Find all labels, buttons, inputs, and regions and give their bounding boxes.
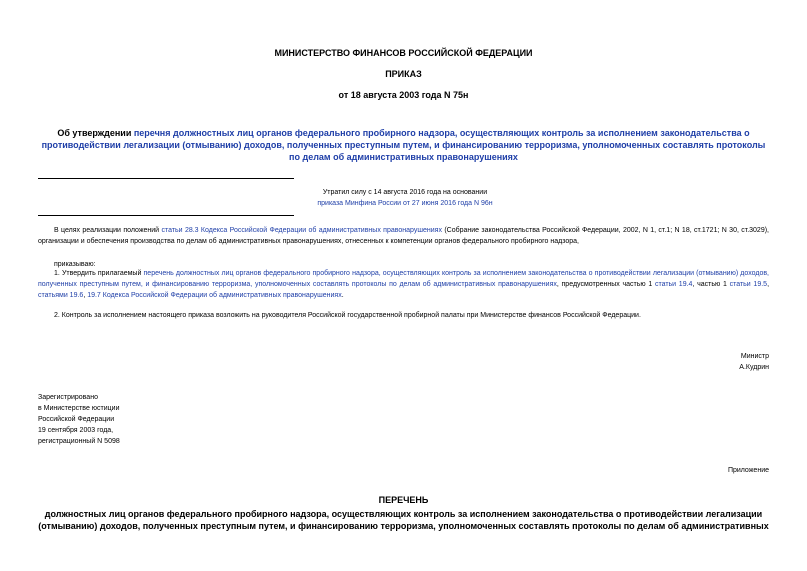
registration-line-4: 19 сентября 2003 года, bbox=[38, 427, 114, 434]
item1-link-19-5[interactable]: статьи 19.5 bbox=[729, 281, 768, 288]
item1-text-3: , частью 1 bbox=[692, 281, 730, 288]
item1-link-19-4[interactable]: статьи 19.4 bbox=[654, 281, 693, 288]
signature-name: А.Кудрин bbox=[739, 364, 769, 371]
title-link[interactable]: перечня должностных лиц органов федерального пробирного надзора, осуществляющих контроль за исполнением законодательства о противодействии легализации (отмыванию) доходов, полученных преступным путем, и финансированию терроризма, уполномоченных составлять протоколы по делам об административных правонарушениях bbox=[41, 128, 766, 162]
list-title: должностных лиц органов федерального пробирного надзора, осуществляющих контроль за исполнением законодательства о противодействии легализации (отмыванию) доходов, полученных преступным путем, и финансированию терроризма, уполномоченных составлять протоколы по делам об административных bbox=[38, 509, 769, 531]
document-title bbox=[38, 127, 769, 163]
item1-link-19-6[interactable]: статьями 19.6 bbox=[38, 292, 84, 299]
preamble-text-2: (Собрание законодательства Российской Федерации, 2002, N 1, ст.1; N 18, ст.1721; N 30, ст.3029), организации и обеспечения производства по делам об административных правонарушениях, отнесенных к компетенции органов федерального пробирного надзора, bbox=[38, 227, 769, 245]
status-line: Утратил силу с 14 августа 2016 года на основании bbox=[322, 189, 488, 196]
signature-role: Министр bbox=[740, 353, 769, 360]
registration-line-2: в Министерстве юстиции bbox=[38, 405, 120, 412]
registration-line-3: Российской Федерации bbox=[38, 416, 115, 423]
item1-list-link[interactable]: перечень должностных лиц органов федерального пробирного надзора, осуществляющих контроль за исполнением законодательства о противодействии легализации (отмыванию) доходов, полученных преступным путем, и финансированию терроризма, уполномоченных составлять протоколы по делам об административных правонарушениях bbox=[38, 270, 770, 288]
doc-date-number: от 18 августа 2003 года N 75н bbox=[338, 90, 469, 100]
registration-line-5: регистрационный N 5098 bbox=[38, 438, 120, 445]
order-item-1 bbox=[38, 268, 769, 301]
preamble-paragraph bbox=[38, 225, 769, 247]
list-heading: ПЕРЕЧЕНЬ bbox=[378, 495, 429, 505]
doc-type-heading: ПРИКАЗ bbox=[385, 69, 422, 79]
item1-text-4: , bbox=[767, 281, 770, 288]
title-prefix: Об утверждении bbox=[57, 128, 134, 138]
divider-bottom bbox=[38, 215, 294, 216]
item1-text-5: , bbox=[83, 292, 88, 299]
preamble-text-1: В целях реализации положений bbox=[54, 227, 162, 234]
item1-link-19-7[interactable]: 19.7 Кодекса Российской Федерации об административных правонарушениях bbox=[87, 292, 342, 299]
registration-line-1: Зарегистрировано bbox=[38, 394, 98, 401]
divider-top bbox=[38, 178, 294, 179]
item1-text-6: . bbox=[341, 292, 344, 299]
preamble-link-28-3[interactable]: статьи 28.3 Кодекса Российской Федерации об административных правонарушениях bbox=[161, 227, 442, 234]
orders-word: приказываю: bbox=[54, 261, 96, 268]
ministry-heading: МИНИСТЕРСТВО ФИНАНСОВ РОССИЙСКОЙ ФЕДЕРАЦИИ bbox=[274, 48, 533, 58]
registration-block bbox=[38, 392, 120, 447]
item1-text-1: 1. Утвердить прилагаемый bbox=[54, 270, 144, 277]
order-item-2: 2. Контроль за исполнением настоящего приказа возложить на руководителя Российской государственной пробирной палаты при Министерстве финансов Российской Федерации. bbox=[54, 312, 641, 319]
item1-text-2: , предусмотренных частью 1 bbox=[556, 281, 655, 288]
status-link[interactable]: приказа Минфина России от 27 июня 2016 года N 96н bbox=[317, 200, 493, 207]
appendix-label: Приложение bbox=[727, 467, 769, 474]
